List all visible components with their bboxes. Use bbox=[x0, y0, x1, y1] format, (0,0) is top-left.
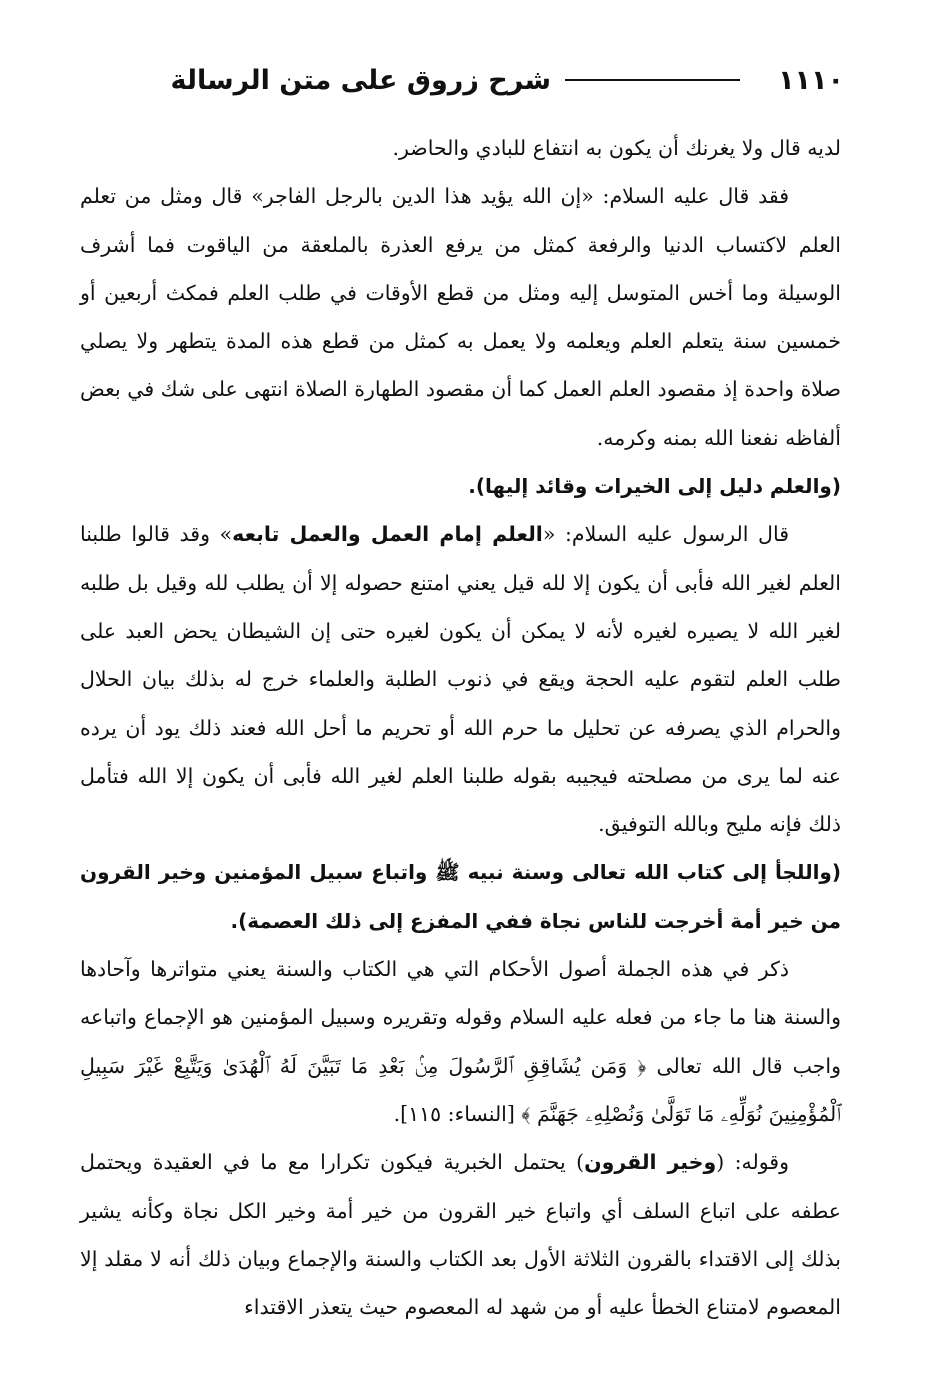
paragraph-text-before: وقوله: ( bbox=[716, 1150, 790, 1175]
matn-heading-2 bbox=[80, 848, 841, 945]
matn-heading-1 bbox=[80, 462, 841, 510]
body-text bbox=[80, 124, 841, 1331]
paragraph-text: فقد قال عليه السلام: «إن الله يؤيد هذا الدين بالرجل الفاجر» قال ومثل من تعلم العلم لاكتساب الدنيا والرفعة كمثل من يرفع العذرة بالملعقة من الياقوت فما أشرف الوسيلة وما أخس المتوسل إليه ومثل من قطع الأوقات في طلب العلم فمكث أربعين أو خمسين سنة يتعلم العلم ويعلمه ولا يعمل به كمثل من قطع هذه المدة يتطهر ولا يصلي صلاة واحدة إذ مقصود العلم العمل كما أن مقصود الطهارة الصلاة انتهى على شك في بعض ألفاظه نفعنا الله بمنه وكرمه. bbox=[80, 184, 841, 450]
page-number: ١١١٠ bbox=[778, 64, 844, 96]
running-header bbox=[80, 58, 844, 102]
paragraph-text-before: قال الرسول عليه السلام: « bbox=[542, 522, 789, 547]
header-rule bbox=[565, 79, 740, 81]
paragraph-4 bbox=[80, 945, 841, 1138]
paragraph-3 bbox=[80, 510, 841, 848]
paragraph-text-after: ) يحتمل الخبرية فيكون تكرارا مع ما في العقيدة ويحتمل عطفه على اتباع السلف أي واتباع خير القرون من خير أمة وخير الكل نجاة وكأنه يشير بذلك إلى الاقتداء بالقرون الثلاثة الأول بعد الكتاب والسنة والإجماع وبيان ذلك أنه لا مقلد إلا المعصوم لامتناع الخطأ عليه أو من شهد له المعصوم حيث يتعذر الاقتداء bbox=[80, 1150, 841, 1320]
matn-text: (والعلم دليل إلى الخيرات وقائد إليها). bbox=[468, 474, 841, 499]
paragraph-1 bbox=[80, 124, 841, 172]
hadith-quote: العلم إمام العمل والعمل تابعه bbox=[232, 522, 543, 547]
paragraph-text: لديه قال ولا يغرنك أن يكون به انتفاع للبادي والحاضر. bbox=[392, 136, 841, 160]
quoted-term: وخير القرون bbox=[584, 1150, 717, 1175]
running-title: شرح زروق على متن الرسالة bbox=[170, 64, 552, 96]
paragraph-text: ذكر في هذه الجملة أصول الأحكام التي هي الكتاب والسنة يعني متواترها وآحادها والسنة هنا ما جاء من فعله عليه السلام وقوله وتقريره وسبيل المؤمنين هو الإجماع واتباعه واجب قال الله تعالى ﴿ وَمَن يُشَاقِقِ ٱلرَّسُولَ مِنۢ بَعْدِ مَا تَبَيَّنَ لَهُ ٱلْهُدَىٰ وَيَتَّبِعْ غَيْرَ سَبِيلِ ٱلْمُؤْمِنِينَ نُوَلِّهِۦ مَا تَوَلَّىٰ وَنُصْلِهِۦ جَهَنَّمَ ﴾ [النساء: ١١٥]. bbox=[80, 957, 841, 1126]
paragraph-2 bbox=[80, 172, 841, 462]
paragraph-5 bbox=[80, 1138, 841, 1331]
matn-text: (واللجأ إلى كتاب الله تعالى وسنة نبيه ﷺ واتباع سبيل المؤمنين وخير القرون من خير أمة أخرجت للناس نجاة ففي المفزع إلى ذلك العصمة). bbox=[80, 860, 841, 933]
paragraph-text-after: » وقد قالوا طلبنا العلم لغير الله فأبى أن يكون إلا لله قيل يعني امتنع حصوله إلا أن يطلب لله وقيل بل طلبه لغير الله لا يصيره لغيره لأنه لا يمكن أن يكون لغيره حتى إن الشيطان يحض العبد على طلب العلم لتقوم عليه الحجة ويقع في ذنوب الطلبة والعلماء خرج له بذلك بيان الحلال والحرام الذي يصرفه عن تحليل ما حرم الله أو تحريم ما أحل الله فعند ذلك يود أن يرده عنه لما يرى من مصلحته فيجيبه بقوله طلبنا العلم لغير الله فأبى أن يكون إلا الله فتأمل ذلك فإنه مليح وبالله التوفيق. bbox=[80, 522, 841, 837]
